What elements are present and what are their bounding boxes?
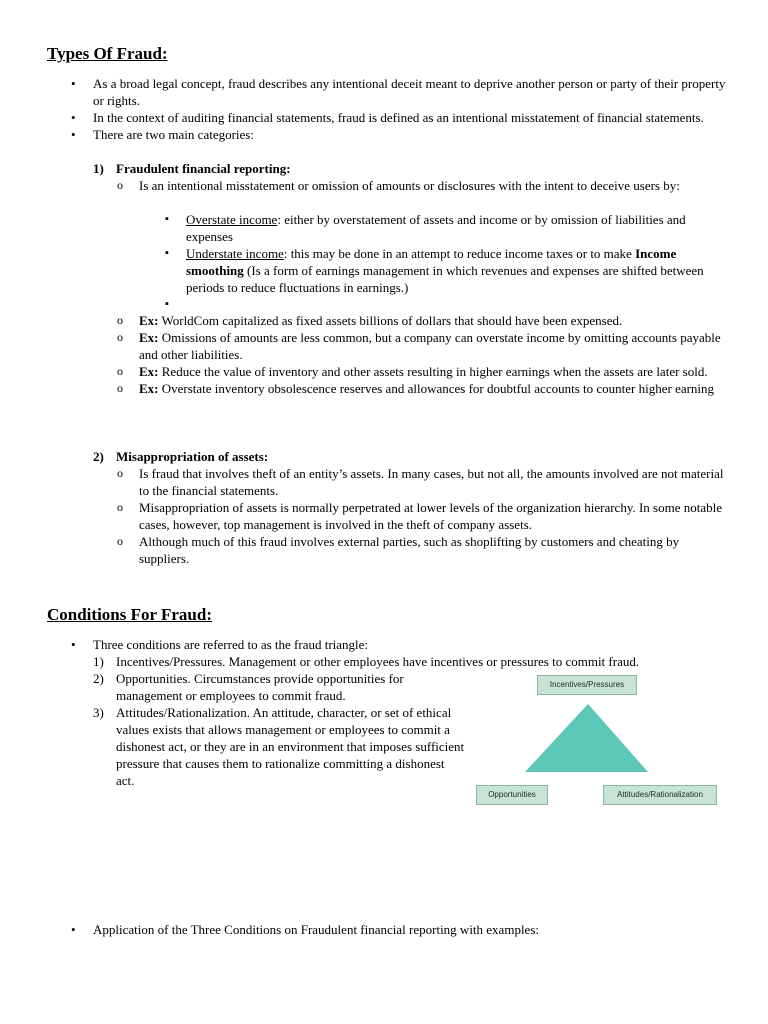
condition-number: 3) (93, 705, 104, 720)
condition-text: Incentives/Pressures. Management or other employees have incentives or pressures to commit fraud. (116, 654, 640, 669)
example-reduce-inventory (139, 363, 725, 380)
example-label: Ex: (139, 330, 159, 345)
fraudulent-reporting-examples (139, 312, 725, 397)
condition-opportunities (93, 670, 446, 704)
example-overstate-reserves (139, 380, 725, 397)
example-text: Omissions of amounts are less common, but a company can overstate income by omitting accounts payable and other liabilities. (139, 330, 721, 362)
category-title-misappropriation (93, 448, 728, 465)
bullet-legal-concept: • As a broad legal concept, fraud describes any intentional deceit meant to deprive another person or party of their property or rights. (93, 75, 733, 109)
category-misappropriation (93, 448, 728, 465)
bullet-two-categories: • There are two main categories: (93, 126, 733, 143)
category-number: 1) (93, 161, 104, 176)
conditions-list (93, 636, 733, 653)
category-title-fraudulent-reporting (93, 160, 728, 177)
bullet-application: • Application of the Three Conditions on Fraudulent financial reporting with examples: (93, 921, 733, 938)
sub-item-understate-income (186, 245, 726, 296)
condition-attitudes (93, 704, 466, 789)
category-number: 2) (93, 449, 104, 464)
condition-row (93, 670, 446, 704)
example-label: Ex: (139, 364, 159, 379)
bullet-auditing-context: • In the context of auditing financial statements, fraud is defined as an intentional misstatement of financial statements. (93, 109, 733, 126)
misappropriation-items (139, 465, 725, 567)
application-list (93, 921, 733, 938)
example-label: Ex: (139, 313, 159, 328)
category-fraudulent-reporting (93, 160, 728, 177)
term-understate-income: Understate income (186, 246, 284, 261)
understate-income-text: : this may be done in an attempt to reduce income taxes or to make (283, 246, 636, 261)
section-heading-conditions-for-fraud: Conditions For Fraud: (47, 605, 212, 624)
example-text: WorldCom capitalized as fixed assets billions of dollars that should have been expensed. (158, 313, 623, 328)
sub-item-overstate-income (186, 211, 726, 245)
diagram-box-incentives: Incentives/Pressures (537, 675, 637, 695)
category-title-text: Misappropriation of assets: (116, 449, 269, 464)
overstate-understate-list (186, 211, 726, 313)
example-worldcom (139, 312, 725, 329)
example-omissions (139, 329, 725, 363)
example-text: Overstate inventory obsolescence reserves and allowances for doubtful accounts to counter higher earning (158, 381, 715, 396)
income-smoothing-text: (Is a form of earnings management in which revenues and expenses are shifted between periods to reduce fluctuations in earnings.) (186, 263, 704, 295)
item-theft-of-assets: o Is fraud that involves theft of an entity’s assets. In many cases, but not all, the amounts involved are not material to the financial statements. (139, 465, 725, 499)
bullet-fraud-triangle: • Three conditions are referred to as the fraud triangle: (93, 636, 733, 653)
triangle-polygon (525, 704, 648, 772)
condition-number: 1) (93, 654, 104, 669)
overstate-income-text: : either by overstatement of assets and income or by omission of liabilities and expenses (186, 212, 686, 244)
term-income-smoothing: Income smoothing (186, 246, 677, 278)
item-lower-levels: o Misappropriation of assets is normally perpetrated at lower levels of the organization hierarchy. In some notable cases, however, top management is involved in the theft of company assets. (139, 499, 725, 533)
sub-item-empty (186, 296, 726, 313)
diagram-box-opportunities: Opportunities (476, 785, 548, 805)
category-title-text: Fraudulent financial reporting: (116, 161, 291, 176)
fraudulent-reporting-items (139, 177, 725, 194)
item-external-parties: o Although much of this fraud involves external parties, such as shoplifting by customers and cheating by suppliers. (139, 533, 725, 567)
types-of-fraud-list (93, 75, 733, 143)
condition-text: Attitudes/Rationalization. An attitude, character, or set of ethical values exists that allows management or employees to commit a dishonest act, or they are in an environment that imposes sufficient pressure that causes them to rationalize committing a dishonest act. (116, 705, 465, 788)
example-text: Reduce the value of inventory and other assets resulting in higher earnings when the assets are later sold. (158, 364, 708, 379)
item-intentional-misstatement: o Is an intentional misstatement or omission of amounts or disclosures with the intent to deceive users by: (139, 177, 725, 194)
section-heading-types-of-fraud: Types Of Fraud: (47, 44, 168, 63)
diagram-box-attitudes: Attitudes/Rationalization (603, 785, 717, 805)
term-overstate-income: Overstate income (186, 212, 278, 227)
example-label: Ex: (139, 381, 159, 396)
fraud-triangle-diagram (470, 668, 730, 813)
condition-number: 2) (93, 671, 104, 686)
condition-row (93, 704, 466, 789)
condition-text: Opportunities. Circumstances provide opportunities for management or employees to commit fraud. (116, 671, 404, 703)
